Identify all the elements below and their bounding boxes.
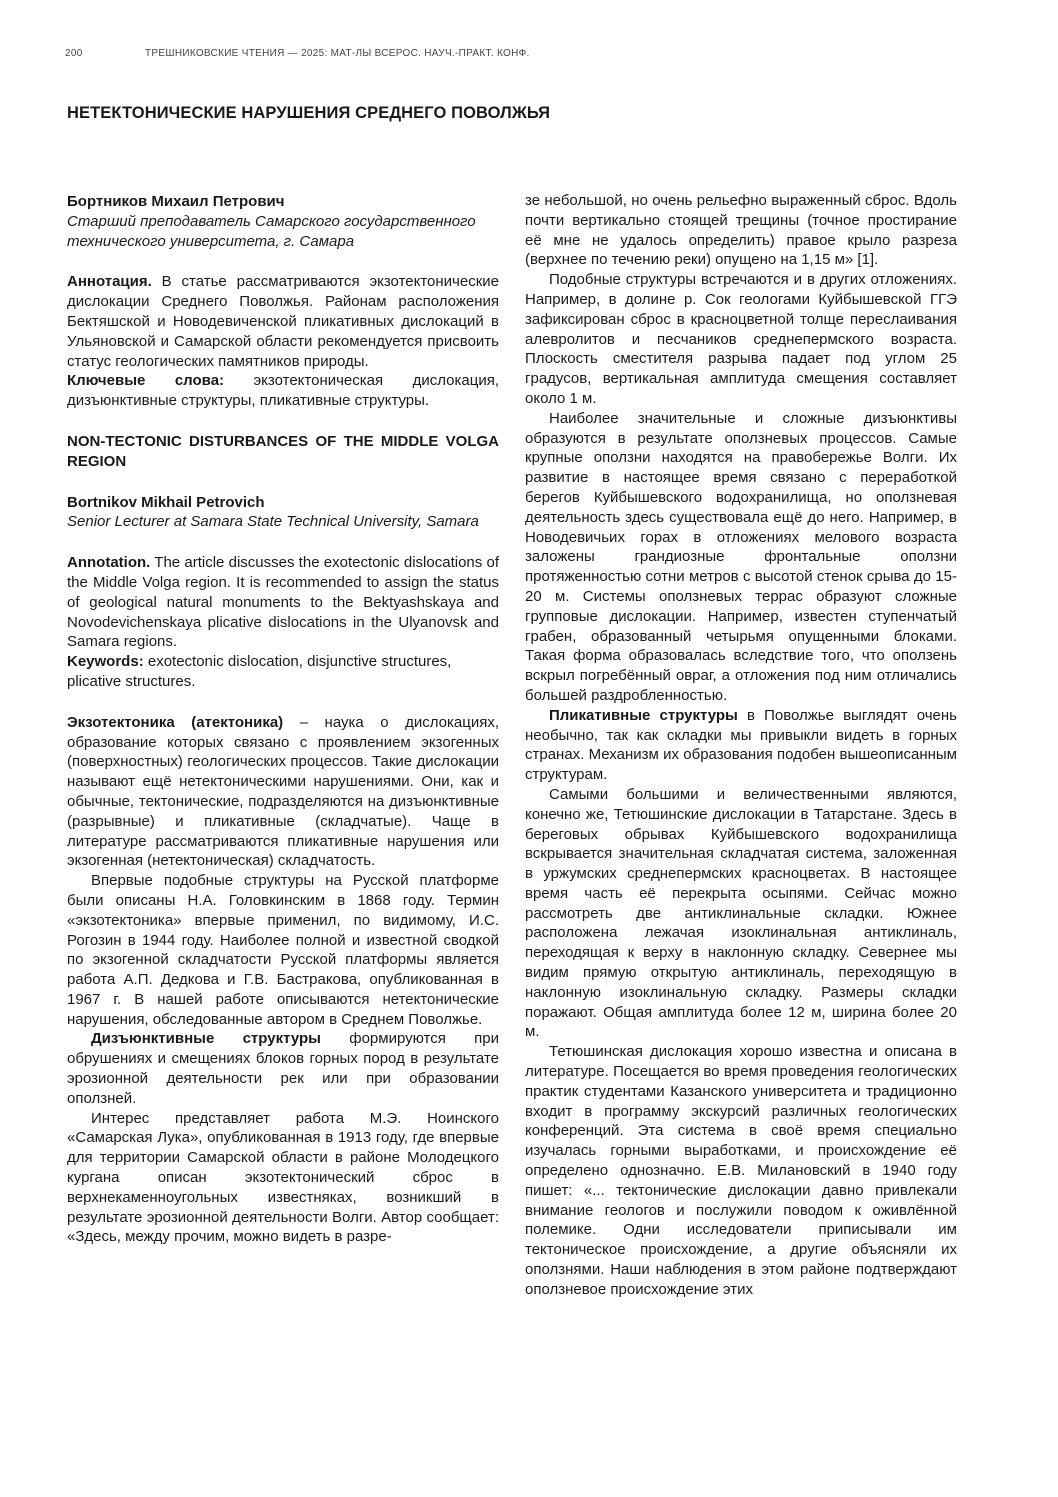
body-paragraph-6: Наиболее значительные и сложные дизъюнктивы образуются в результате оползневых процессов. Самые крупные оползни находятся на правобережье Волги. Их развитие в настоящее время связано с переработкой берегов Куйбышевского водохранилища, но оползневая деятельность здесь существовала ещё до него. Например, в Новодевичьих горах в отложениях мелового возраста заложены грандиозные фронтальные оползни протяженностью сотни метров с высотой стенок срыва до 15-20 м. Системы оползневых террас образуют сложные групповые дислокации. Например, известен ступенчатый грабен, образованный четырьмя опущенными блоками. Такая форма образовалась вследствие того, что оползень вскрыл погребённый овраг, а отложения под ним отличались большей раздробленностью.	[525, 409, 957, 704]
body-paragraph-3-text: формируются при обрушениях и смещениях блоков горных пород в результате эрозионной деятельности рек или при образовании оползней.	[67, 1030, 499, 1107]
right-column	[525, 191, 957, 1300]
keywords-label-en: Keywords:	[67, 653, 144, 671]
article-title-en: NON-TECTONIC DISTURBANCES OF THE MIDDLE VOLGA REGION	[67, 432, 499, 470]
body-paragraph-5: Подобные структуры встречаются и в других отложениях. Например, в долине р. Сок геологами Куйбышевской ГГЭ зафиксирован сброс в красноцветной толще переслаивания алевролитов и песчаников среднепермского возраста. Плоскость сместителя разрыва падает под углом 25 градусов, вертикальная амплитуда смещения составляет около 1 м.	[525, 271, 957, 407]
abstract-ru	[67, 272, 499, 371]
keywords-text-en: exotectonic dislocation, disjunctive structures, plicative structures.	[67, 653, 452, 690]
left-column	[67, 192, 499, 1247]
body-paragraph-3	[67, 1029, 499, 1108]
keywords-text-ru: экзотектоническая дислокация, дизъюнктивные структуры, пликативные структуры.	[67, 372, 499, 410]
term-plicative: Пликативные структуры	[549, 706, 738, 724]
body-paragraph-7	[525, 706, 957, 785]
body-paragraph-8: Самыми большими и величественными являются, конечно же, Тетюшинские дислокации в Татарстане. Здесь в береговых обрывах Куйбышевского водохранилища вскрывается значительная складчатая система, заложенная в уржумских среднепермских красноцветах. В настоящее время часть её перекрыта осыпями. Сейчас можно рассмотреть две антиклинальные складки. Южнее расположена лежачая изоклинальная антиклиналь, переходящая к верху в наклонную складку. Севернее мы видим прямую открытую антиклиналь, переходящую в наклонную изоклинальную складку. Размеры складки поражают. Общая амплитуда более 12 м, ширина более 20 м.	[525, 785, 957, 1041]
author-name-en: Bortnikov Mikhail Petrovich	[67, 493, 265, 511]
body-paragraph-4: Интерес представляет работа М.Э. Ноинского «Самарская Лука», опубликованная в 1913 году, где впервые для территории Самарской области в районе Молодецкого кургана описан экзотектонический сброс в верхнекаменноугольных известняках, возникший в результате эрозионной деятельности Волги. Автор сообщает: «Здесь, между прочим, можно видеть в разре-	[67, 1109, 499, 1246]
affiliation-ru: Старший преподаватель Самарского государственного технического университета, г. Самара	[67, 212, 476, 250]
running-title: ТРЕШНИКОВСКИЕ ЧТЕНИЯ — 2025: МАТ-ЛЫ ВСЕРОС. НАУЧ.-ПРАКТ. КОНФ.	[145, 48, 530, 59]
abstract-text-en: The article discusses the exotectonic dislocations of the Middle Volga region. It is recommended to assign the status of geological natural monuments to the Bektyashskaya and Novodevichenskaya plicative dislocations in the Ulyanovsk and Samara regions.	[67, 554, 499, 651]
body-paragraph-7-text: в Поволжье выглядят очень необычно, так как складки мы привыкли видеть в горных странах. Механизм их образования подобен вышеописанным структурам.	[525, 706, 957, 784]
author-name-ru: Бортников Михаил Петрович	[67, 193, 285, 210]
term-exotectonics: Экзотектоника (атектоника)	[67, 713, 284, 731]
body-paragraph-9: Тетюшинская дислокация хорошо известна и описана в литературе. Посещается во время проведения геологических практик студентами Казанского университета и традиционно входит в программу экскурсий различных геологических конференций. Эта система в своё время специально изучалась горными выработками, и происхождение её определено однозначно. Е.В. Милановский в 1940 году пишет: «... тектонические дислокации давно привлекали внимание геологов и послужили поводом к оживлённой полемике. Одни исследователи приписывали им тектоническое происхождение, а другие объясняли их оползнями. Наши наблюдения в этом районе подтверждают оползневое происхождение этих	[525, 1043, 957, 1298]
keywords-en	[67, 652, 499, 692]
running-head	[65, 48, 965, 59]
keywords-label-ru: Ключевые слова:	[67, 372, 225, 390]
keywords-ru	[67, 371, 499, 411]
article-title: НЕТЕКТОНИЧЕСКИЕ НАРУШЕНИЯ СРЕДНЕГО ПОВОЛЖЬЯ	[67, 104, 551, 122]
page-number: 200	[65, 48, 83, 59]
abstract-text-ru: В статье рассматриваются экзотектонические дислокации Среднего Поволжья. Районам расположения Бектяшской и Новодевиченской пликативных дислокаций в Ульяновской и Самарской области рекомендуется присвоить статус геологических памятников природы.	[67, 273, 499, 370]
body-paragraph-1	[67, 713, 499, 871]
body-paragraph-4-continued: зе небольшой, но очень рельефно выраженный сброс. Вдоль почти вертикально стоящей трещины (точное простирание её мне не удалось определить) правое крыло разреза (верхнее по течению реки) опущено на 1,15 м» [1].	[525, 192, 957, 269]
abstract-label-en: Annotation.	[67, 554, 151, 572]
abstract-label-ru: Аннотация.	[67, 273, 152, 291]
body-paragraph-2: Впервые подобные структуры на Русской платформе были описаны Н.А. Головкинским в 1868 году. Термин «экзотектоника» впервые применил, по видимому, И.С. Рогозин в 1944 году. Наиболее полной и известной сводкой по экзогенной складчатости Русской платформы является работа А.П. Дедкова и Г.В. Бастракова, опубликованная в 1967 г. В нашей работе описываются нетектонические нарушения, обследованные автором в Среднем Поволжье.	[67, 872, 499, 1028]
abstract-en	[67, 553, 499, 652]
affiliation-en: Senior Lecturer at Samara State Technical University, Samara	[67, 513, 479, 531]
term-disjunctive: Дизъюнктивные структуры	[91, 1030, 321, 1048]
body-paragraph-1-text: – наука о дислокациях, образование которых связано с проявлением экзогенных (поверхностных) геологических процессов. Такие дислокации называют ещё нетектоническими нарушениями. Они, как и обычные, тектонические, подразделяются на дизъюнктивные (разрывные) и пликативные (складчатые). Чаще в литературе рассматриваются пликативные нарушения или экзогенная (нетектоническая) складчатость.	[67, 713, 500, 870]
